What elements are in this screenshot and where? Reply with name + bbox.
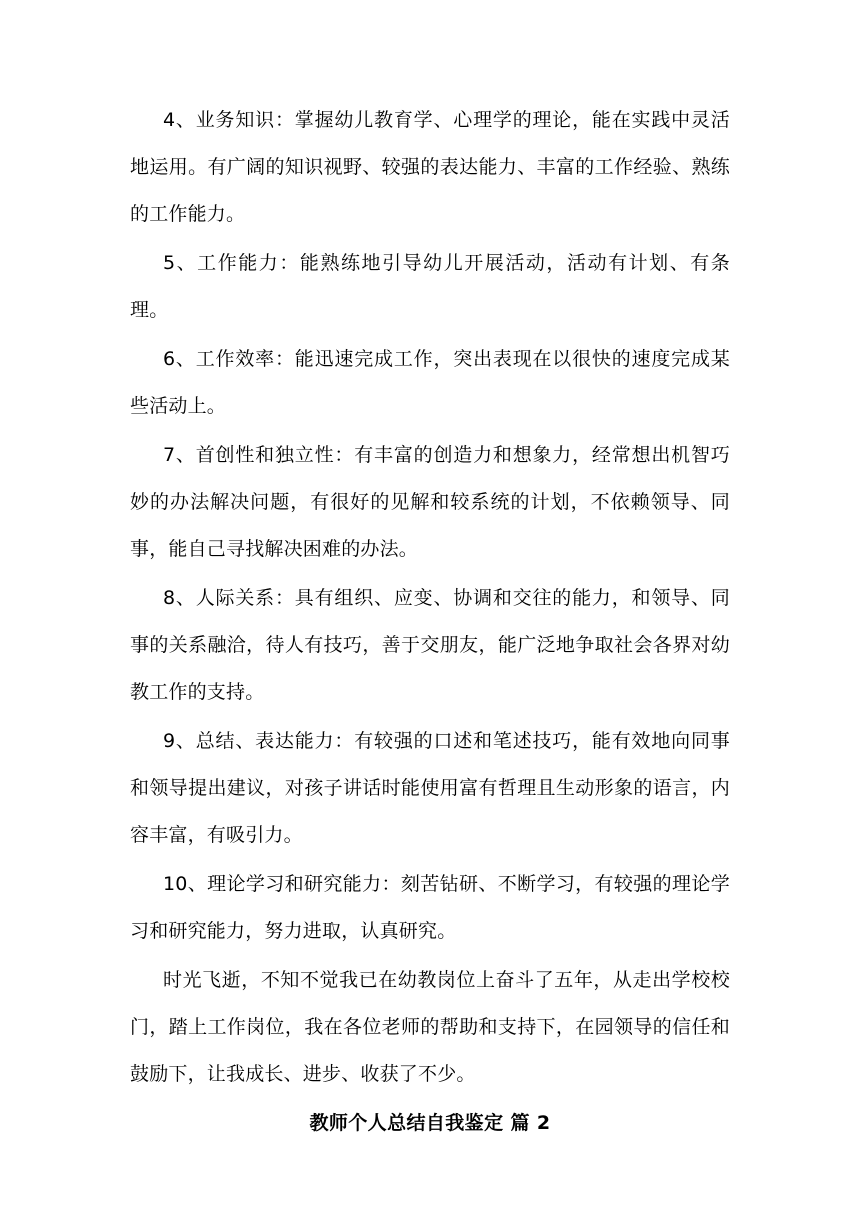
paragraph-business-knowledge: 4、业务知识：掌握幼儿教育学、心理学的理论，能在实践中灵活地运用。有广阔的知识视野、较强的表达能力、丰富的工作经验、熟练的工作能力。 bbox=[130, 109, 730, 225]
document-body bbox=[130, 97, 730, 1147]
section-heading: 教师个人总结自我鉴定 篇 2 bbox=[309, 1112, 551, 1134]
paragraph-interpersonal-relations: 8、人际关系：具有组织、应变、协调和交往的能力，和领导、同事的关系融洽，待人有技巧，善于交朋友，能广泛地争取社会各界对幼教工作的支持。 bbox=[130, 587, 730, 703]
paragraph-initiative-independence: 7、首创性和独立性：有丰富的创造力和想象力，经常想出机智巧妙的办法解决问题，有很好的见解和较系统的计划，不依赖领导、同事，能自己寻找解决困难的办法。 bbox=[130, 444, 730, 560]
paragraph-work-efficiency: 6、工作效率：能迅速完成工作，突出表现在以很快的速度完成某些活动上。 bbox=[130, 348, 730, 417]
paragraph-reflection: 时光飞逝，不知不觉我已在幼教岗位上奋斗了五年，从走出学校校门，踏上工作岗位，我在各位老师的帮助和支持下，在园领导的信任和鼓励下，让我成长、进步、收获了不少。 bbox=[130, 969, 730, 1085]
paragraph-summary-expression: 9、总结、表达能力：有较强的口述和笔述技巧，能有效地向同事和领导提出建议，对孩子讲话时能使用富有哲理且生动形象的语言，内容丰富，有吸引力。 bbox=[130, 730, 730, 846]
paragraph-theory-research: 10、理论学习和研究能力：刻苦钻研、不断学习，有较强的理论学习和研究能力，努力进取，认真研究。 bbox=[130, 873, 730, 942]
paragraph-work-ability: 5、工作能力：能熟练地引导幼儿开展活动，活动有计划、有条理。 bbox=[130, 252, 730, 321]
